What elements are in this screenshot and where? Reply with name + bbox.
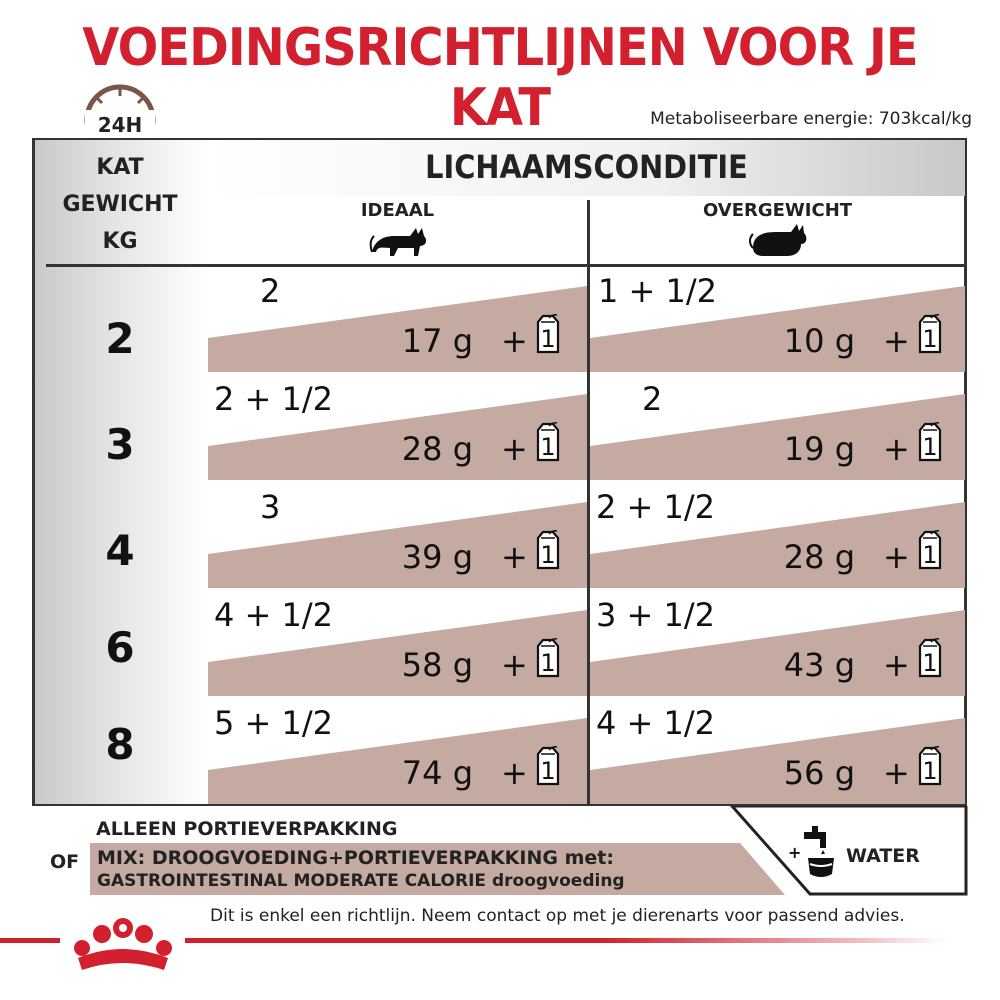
portion-count: 2 [642,380,663,418]
table-cell-overgewicht [590,700,965,804]
red-rule-right [185,938,945,943]
pouch-count: 1 [540,541,556,569]
plus-sign: + [501,754,528,792]
dry-food-grams: 19 g [783,430,855,468]
page-title: VOEDINGSRICHTLIJNEN VOOR JE KAT [82,18,918,138]
plus-sign: + [883,538,910,576]
table-cell-ideaal [208,376,587,480]
dry-food-grams: 43 g [783,646,855,684]
portion-count: 3 + 1/2 [596,596,716,634]
weight-header-line2: GEWICHT [62,192,178,217]
table-cell-ideaal [208,592,587,696]
pouch-count: 1 [922,433,938,461]
table-cell-overgewicht [590,376,965,480]
plus-sign: + [883,754,910,792]
portion-count: 4 + 1/2 [214,596,334,634]
pouch-count: 1 [540,649,556,677]
pouch-icon [917,528,943,570]
pouch-count: 1 [540,433,556,461]
pouch-count: 1 [922,325,938,353]
weight-cell: 4 [105,526,135,575]
water-label: WATER [846,845,920,867]
portion-count: 1 + 1/2 [598,272,718,310]
only-pouch-label: ALLEEN PORTIEVERPAKKING [96,818,398,840]
pouch-icon [535,528,561,570]
pouch-icon [917,744,943,786]
disclaimer: Dit is enkel een richtlijn. Neem contact op met je dierenarts voor passend advies. [210,906,905,926]
weight-header-line1: KAT [96,155,144,180]
pouch-icon [917,636,943,678]
dry-food-grams: 28 g [401,430,473,468]
column-header-ideaal: IDEAAL [360,200,435,221]
condition-header: LICHAAMSCONDITIE [425,148,748,186]
pouch-icon [917,312,943,354]
column-header-overgewicht: OVERGEWICHT [702,200,853,221]
table-cell-ideaal [208,700,587,804]
table-cell-overgewicht [590,268,965,372]
badge-24h: 24H [85,110,155,140]
energy-note: Metaboliseerbare energie: 703kcal/kg [650,109,972,129]
portion-count: 2 [260,272,281,310]
table-cell-overgewicht [590,592,965,696]
dry-food-grams: 39 g [401,538,473,576]
svg-text:+: + [788,843,802,862]
plus-sign: + [883,322,910,360]
table-cell-overgewicht [590,484,965,588]
plus-sign: + [883,430,910,468]
dry-food-grams: 28 g [783,538,855,576]
plus-sign: + [501,646,528,684]
dry-food-grams: 17 g [401,322,473,360]
weight-cell: 3 [105,420,135,469]
mix-line-2: GASTROINTESTINAL MODERATE CALORIE droogvoeding [97,871,625,891]
table-cell-ideaal [208,484,587,588]
weight-cell: 2 [105,314,135,363]
overweight-cat-icon [747,222,809,258]
pouch-count: 1 [922,649,938,677]
or-label: OF [50,851,80,873]
water-tap-icon [788,826,838,880]
plus-sign: + [501,430,528,468]
mix-line-1: MIX: DROOGVOEDING+PORTIEVERPAKKING met: [97,847,614,869]
weight-cell: 8 [105,720,135,769]
dry-food-grams: 56 g [783,754,855,792]
table-cell-ideaal [208,268,587,372]
weight-cell: 6 [105,623,135,672]
plus-sign: + [501,322,528,360]
pouch-icon [535,636,561,678]
portion-count: 4 + 1/2 [596,704,716,742]
pouch-icon [917,420,943,462]
portion-count: 2 + 1/2 [596,488,716,526]
pouch-count: 1 [922,757,938,785]
pouch-count: 1 [922,541,938,569]
plus-sign: + [883,646,910,684]
dry-food-grams: 74 g [401,754,473,792]
portion-count: 3 [260,488,281,526]
dry-food-grams: 10 g [783,322,855,360]
pouch-count: 1 [540,757,556,785]
portion-count: 2 + 1/2 [214,380,334,418]
red-rule-left [0,938,60,943]
slim-cat-icon [368,222,430,258]
royal-canin-crown-logo [68,918,178,978]
plus-sign: + [501,538,528,576]
pouch-icon [535,420,561,462]
pouch-icon [535,312,561,354]
pouch-count: 1 [540,325,556,353]
header-divider [46,264,964,267]
dry-food-grams: 58 g [401,646,473,684]
weight-header-line3: KG [102,229,138,254]
pouch-icon [535,744,561,786]
portion-count: 5 + 1/2 [214,704,334,742]
